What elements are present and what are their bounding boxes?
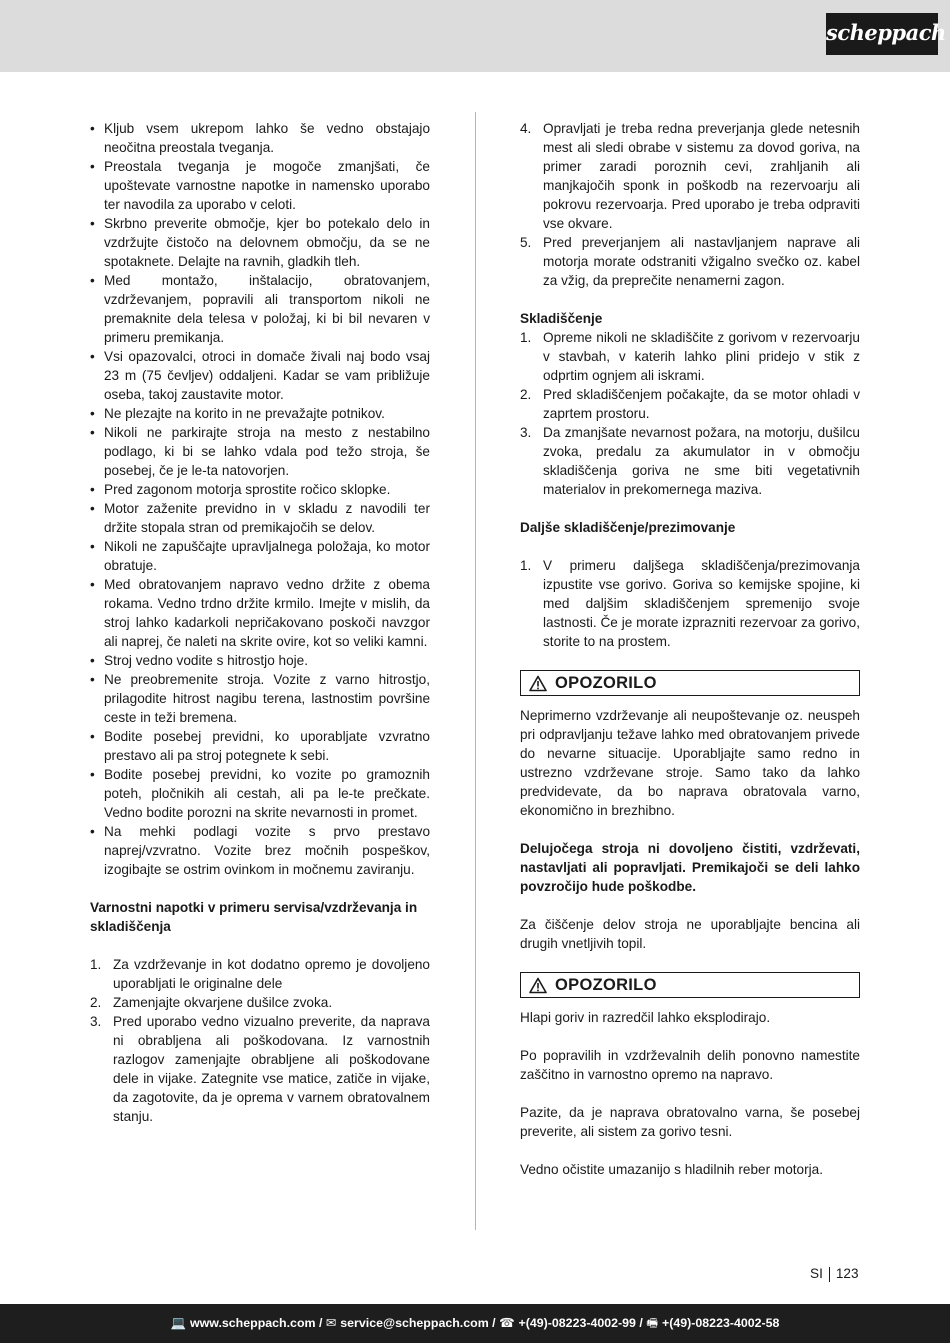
list-item: 1. Opreme nikoli ne skladiščite z gorivom v rezervoarju v stavbah, v katerih lahko plini pridejo v stik z odprtim ognjem ali iskrami. — [520, 330, 860, 383]
footer-email[interactable]: service@scheppach.com / — [340, 1316, 496, 1330]
warning-triangle-icon — [529, 675, 547, 692]
list-item: • Ne plezajte na korito in ne prevažajte potnikov. — [90, 404, 430, 423]
list-item: • Preostala tveganja je mogoče zmanjšati, če upoštevate varnostne napotke in namensko uporabo ter navodila za uporabo v celoti. — [90, 157, 430, 214]
list-item: • Motor zaženite previdno in v skladu z navodili ter držite stopala stran od premikajočih se delov. — [90, 499, 430, 537]
page-number-value: 123 — [835, 1266, 859, 1281]
warning-triangle-icon — [529, 977, 547, 994]
list-item: • Skrbno preverite območje, kjer bo potekalo delo in vzdržujte čistočo na delovnem območju, da se ne spotaknete. Delajte na ravnih, gladkih tleh. — [90, 214, 430, 271]
list-item: 3. Pred uporabo vedno vizualno preverite, da naprava ni obrabljena ali poškodovana. Iz varnostnih razlogov zamenjajte obrabljene ali poškodovane dele in vijake. Zategnite vse matice, zatiče in vijake, da zagotovite, da je oprema v varnem obratovalnem stanju. — [90, 1014, 430, 1124]
list-item: 2. Zamenjajte okvarjene dušilce zvoka. — [90, 995, 333, 1010]
service-heading: Varnostni napotki v primeru servisa/vzdrževanja in skladiščenja — [90, 900, 418, 934]
list-item: 2. Pred skladiščenjem počakajte, da se motor ohladi v zaprtem prostoru. — [520, 387, 860, 421]
cleaning-text: Za čiščenje delov stroja ne uporabljajte bencina ali drugih vnetljivih topil. — [520, 917, 860, 951]
longterm-storage-heading: Daljše skladiščenje/prezimovanje — [520, 520, 736, 535]
envelope-icon: ✉ — [325, 1316, 337, 1330]
list-item: 1. Za vzdrževanje in kot dodatno opremo je dovoljeno uporabljati le originalne dele — [90, 957, 430, 991]
footer-website[interactable]: www.scheppach.com / — [189, 1316, 323, 1330]
list-item: • Med obratovanjem napravo vedno držite z obema rokama. Vedno trdno držite krmilo. Imejte v mislih, da stroj lahko kadarkoli nepričakovano poskoči navzgor ali naprej, če naleti na skrite ovire, kot so veliki kamni. — [90, 575, 430, 651]
list-item: • Med montažo, inštalacijo, obratovanjem, vzdrževanjem, popravili ali transportom nikoli ne premaknite dela telesa v položaj, ki bi bil nevaren v primeru premikanja. — [90, 271, 430, 347]
list-item: • Nikoli ne zapuščajte upravljalnega položaja, ko motor obratuje. — [90, 537, 430, 575]
monitor-icon: 💻 — [170, 1316, 186, 1330]
safety-bullet-list — [90, 119, 430, 879]
warning-box — [520, 670, 860, 696]
bold-notice: Delujočega stroja ni dovoljeno čistiti, vzdrževati, nastavljati ali popravljati. Premikajoči se deli lahko povzročijo hude poškodbe. — [520, 841, 860, 894]
paragraph: Po popravilih in vzdrževalnih delih ponovno namestite zaščitno in varnostno opremo na napravo. — [520, 1048, 860, 1082]
footer-contact-bar — [0, 1304, 950, 1343]
list-item: • Stroj vedno vodite s hitrostjo hoje. — [90, 651, 430, 670]
header-band — [0, 0, 950, 72]
page-number-separator — [829, 1267, 830, 1282]
brand-logo: scheppach — [826, 13, 938, 55]
column-divider — [475, 112, 476, 1230]
language-code: SI — [810, 1266, 823, 1281]
page-number — [810, 1265, 859, 1283]
warning-box — [520, 972, 860, 998]
warning-label: OPOZORILO — [555, 975, 657, 994]
warning-text: Hlapi goriv in razredčil lahko eksplodirajo. — [520, 1010, 771, 1025]
list-item: 3. Da zmanjšate nevarnost požara, na motorju, dušilcu zvoka, predalu za akumulator in v območju skladiščenja goriva ne sme biti vegetativnih materialov in prekomernega maziva. — [520, 425, 860, 497]
paragraph: Pazite, da je naprava obratovalno varna, še posebej preverite, ali sistem za gorivo tesni. — [520, 1105, 860, 1139]
list-item: 5. Pred preverjanjem ali nastavljanjem naprave ali motorja morate odstraniti vžigalno svečko oz. kabel za vžig, da preprečite nenamerni zagon. — [520, 235, 860, 288]
list-item: 1. V primeru daljšega skladiščenja/prezimovanja izpustite vse gorivo. Goriva so kemijske spojine, ki med daljšim skladiščenjem spremenijo svoje lastnosti. Če je morate izprazniti rezervoar za gorivo, storite to na prostem. — [520, 558, 860, 649]
list-item: • Kljub vsem ukrepom lahko še vedno obstajajo neočitna preostala tveganja. — [90, 119, 430, 157]
right-column — [520, 119, 860, 1179]
list-item: • Bodite posebej previdni, ko uporabljate vzvratno prestavo ali pa stroj potegnete k sebi. — [90, 727, 430, 765]
phone-icon: ☎ — [499, 1316, 515, 1330]
fax-icon: 🖷 — [646, 1316, 658, 1330]
list-item: • Ne preobremenite stroja. Vozite z varno hitrostjo, prilagodite hitrost nagibu terena, lastnostim površine ceste in teži bremena. — [90, 670, 430, 727]
service-list-continued — [520, 119, 860, 290]
list-item: • Nikoli ne parkirajte stroja na mesto z nestabilno podlago, ki bi se lahko vdala pod težo stroja, še posebej, če je le-ta natovorjen. — [90, 423, 430, 480]
warning-label: OPOZORILO — [555, 673, 657, 692]
storage-heading: Skladiščenje — [520, 311, 603, 326]
longterm-storage-list — [520, 556, 860, 651]
paragraph: Vedno očistite umazanijo s hladilnih reber motorja. — [520, 1162, 824, 1177]
list-item: 4. Opravljati je treba redna preverjanja glede netesnih mest ali sledi obrabe v sistemu za dovod goriva, na primer zaradi poroznih cevi, zrahljanih ali manjkajočih sponk in poškodb na rezervoarju ali pokrovu rezervoarja. Pred uporabo je treba odpraviti vse okvare. — [520, 121, 860, 231]
service-list — [90, 955, 430, 1126]
list-item: • Na mehki podlagi vozite s prvo prestavo naprej/vzvratno. Vozite brez močnih pospeškov, izogibajte se ostrim ovinkom in močnemu zaviranju. — [90, 822, 430, 879]
footer-fax: +(49)-08223-4002-58 — [662, 1316, 780, 1330]
warning-text: Neprimerno vzdrževanje ali neupoštevanje oz. neuspeh pri odpravljanju težave lahko med obratovanjem privede do nevarne situacije. Uporabljajte samo redno in ustrezno vzdrževane stroje. Samo tako da lahko predvidevate, da bo naprava obratovala varno, ekonomično in brezhibno. — [520, 708, 860, 818]
storage-list — [520, 328, 860, 499]
footer-phone: +(49)-08223-4002-99 / — [518, 1316, 643, 1330]
list-item: • Vsi opazovalci, otroci in domače živali naj bodo vsaj 23 m (75 čevljev) oddaljeni. Kadar se vam približuje oseba, takoj zaustavite motor. — [90, 347, 430, 404]
list-item: • Pred zagonom motorja sprostite ročico sklopke. — [90, 480, 430, 499]
left-column — [90, 119, 430, 1126]
list-item: • Bodite posebej previdni, ko vozite po gramoznih poteh, pločnikih ali cestah, ali pa le-te prečkate. Vedno bodite porozni na skrite nevarnosti in promet. — [90, 765, 430, 822]
